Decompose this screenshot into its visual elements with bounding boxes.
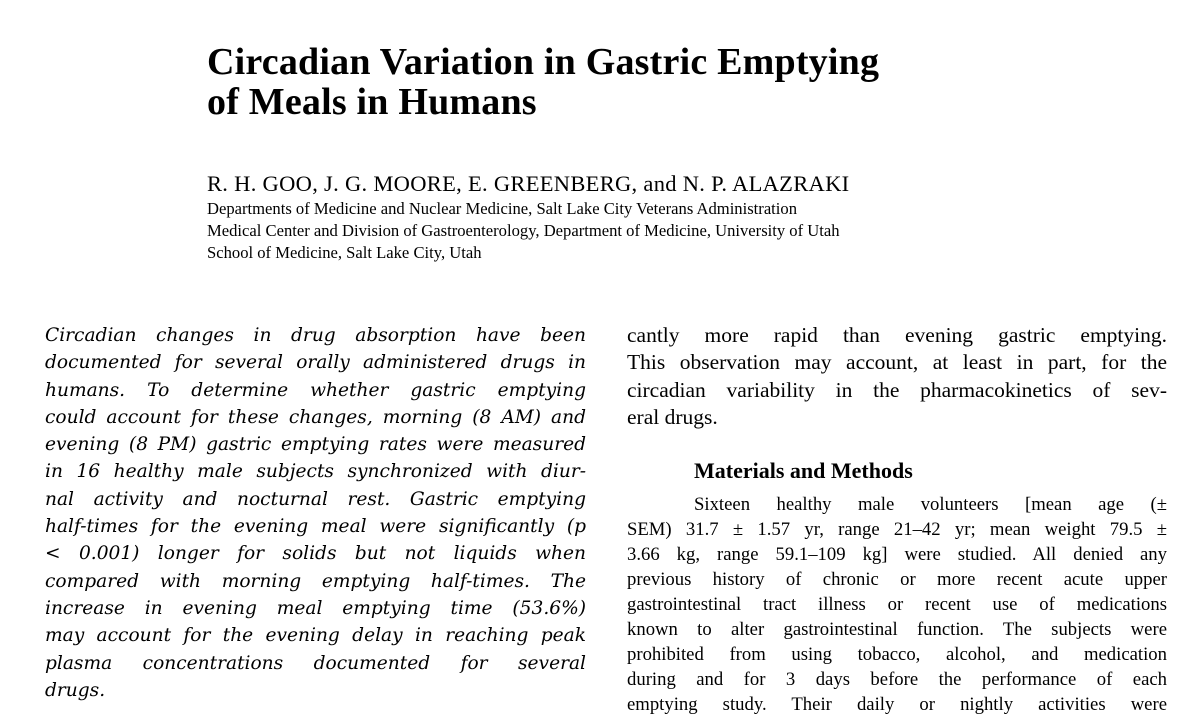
abstract-line: in 16 healthy male subjects synchronized with diur- — [45, 461, 586, 483]
paragraph-line: 3.66 kg, range 59.1–109 kg] were studied. All denied any — [627, 544, 1167, 565]
paragraph-line: prohibited from using tobacco, alcohol, and medication — [627, 644, 1167, 665]
affiliation-line: Medical Center and Division of Gastroenterology, Department of Medicine, University of Utah — [207, 221, 840, 240]
affiliation — [207, 198, 1107, 264]
abstract-line: could account for these changes, morning (8 AM) and — [45, 406, 586, 428]
paragraph-line: gastrointestinal tract illness or recent use of medications — [627, 594, 1167, 615]
abstract — [45, 322, 586, 704]
abstract-line: increase in evening meal emptying time (53.6%) — [45, 597, 586, 619]
paragraph-line: cantly more rapid than evening gastric emptying. — [627, 323, 1167, 347]
paragraph-line: known to alter gastrointestinal function. The subjects were — [627, 619, 1167, 640]
article-title — [207, 42, 1067, 122]
paragraph-line: SEM) 31.7 ± 1.57 yr, range 21–42 yr; mean weight 79.5 ± — [627, 519, 1167, 540]
title-line: of Meals in Humans — [207, 81, 537, 123]
right-column — [627, 322, 1167, 431]
abstract-line: nal activity and nocturnal rest. Gastric emptying — [45, 488, 586, 510]
paragraph-line: This observation may account, at least in part, for the — [627, 350, 1167, 375]
author-list: R. H. GOO, J. G. MOORE, E. GREENBERG, and N. P. ALAZRAKI — [207, 171, 850, 196]
abstract-line: < 0.001) longer for solids but not liquids when — [45, 543, 586, 565]
abstract-line: humans. To determine whether gastric emptying — [45, 379, 586, 401]
abstract-line: documented for several orally administered drugs in — [45, 352, 586, 374]
paragraph-line: emptying study. Their daily or nightly activities were — [627, 694, 1167, 715]
paragraph-line: during and for 3 days before the performance of each — [627, 669, 1167, 690]
paragraph-line: Sixteen healthy male volunteers [mean age (± — [694, 494, 1167, 515]
paragraph-line: previous history of chronic or more recent acute upper — [627, 569, 1167, 590]
title-line: Circadian Variation in Gastric Emptying — [207, 41, 880, 83]
affiliation-line: School of Medicine, Salt Lake City, Utah — [207, 243, 482, 262]
paragraph-line: eral drugs. — [627, 404, 718, 429]
abstract-line: plasma concentrations documented for several — [45, 652, 586, 674]
abstract-line: Circadian changes in drug absorption have been — [45, 325, 586, 346]
abstract-line: half-times for the evening meal were significantly (p — [45, 516, 586, 538]
methods-paragraph — [627, 492, 1167, 717]
continuation-paragraph — [627, 322, 1167, 431]
abstract-line: may account for the evening delay in reaching peak — [45, 625, 586, 647]
abstract-line: compared with morning emptying half-times. The — [45, 570, 586, 592]
section-heading: Materials and Methods — [694, 458, 913, 483]
abstract-line: evening (8 PM) gastric emptying rates were measured — [45, 434, 586, 456]
paragraph-line: circadian variability in the pharmacokinetics of sev- — [627, 377, 1167, 402]
abstract-line: drugs. — [45, 679, 106, 701]
affiliation-line: Departments of Medicine and Nuclear Medicine, Salt Lake City Veterans Administration — [207, 199, 797, 218]
